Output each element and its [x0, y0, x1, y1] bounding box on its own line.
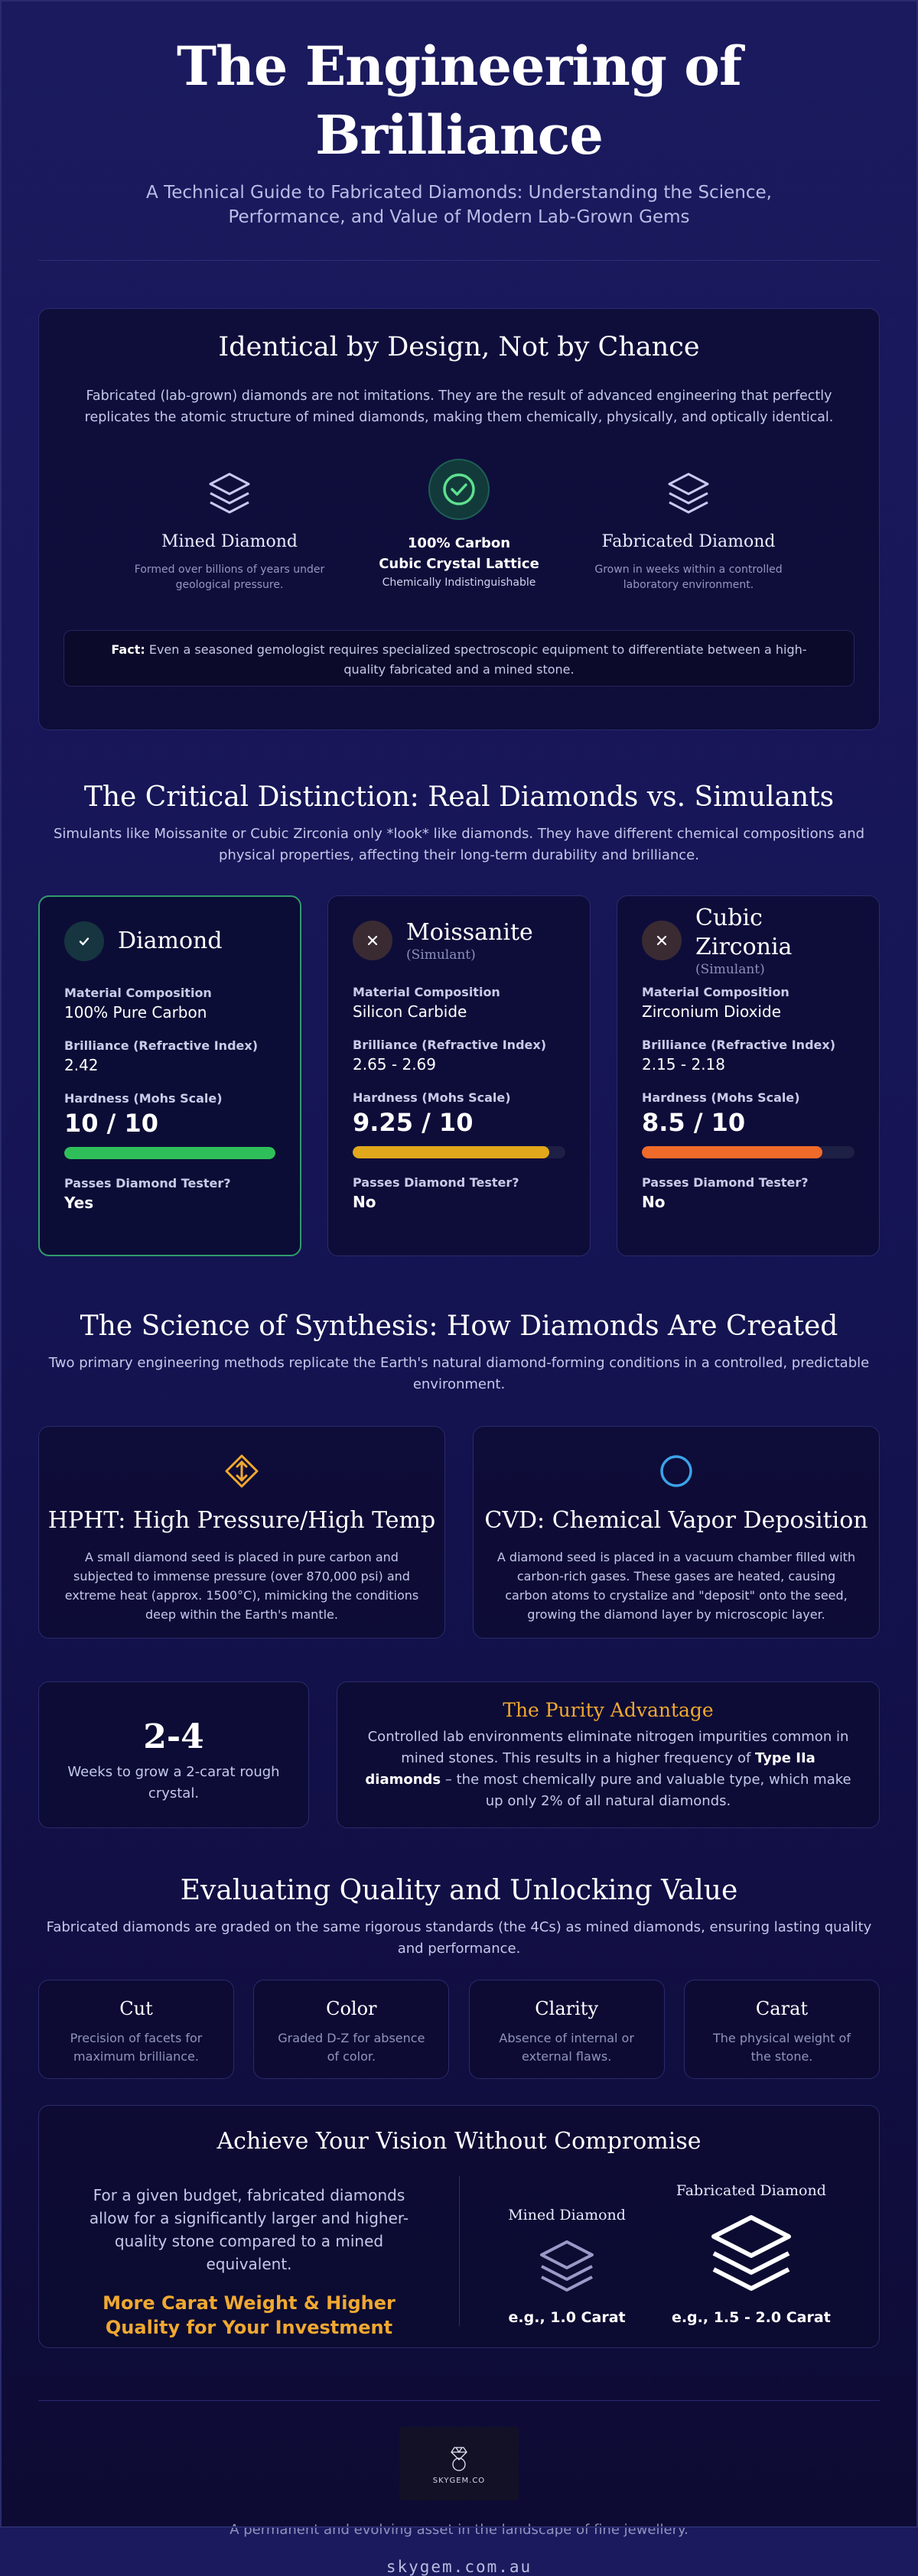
hardness-bar — [353, 1146, 565, 1158]
distinction-heading: The Critical Distinction: Real Diamonds vs. Simulants — [83, 781, 835, 813]
hardness-label: Hardness (Mohs Scale) — [64, 1091, 223, 1106]
lattice-label: Cubic Crystal Lattice — [379, 556, 539, 572]
hardness-value: 8.5 / 10 — [642, 1108, 746, 1137]
mined-column — [115, 459, 344, 596]
card-name: Cubic Zirconia — [695, 905, 793, 960]
purity-text-pre: Controlled lab environments eliminate nitrogen impurities common in mined stones. This results in a higher frequency of — [367, 1729, 849, 1766]
c-desc: Absence of internal or external flaws. — [499, 2031, 634, 2064]
distinction-section — [38, 779, 880, 1256]
growth-caption: Weeks to grow a 2-carat rough crystal. — [67, 1764, 280, 1801]
cubic-zirconia-card — [617, 895, 880, 1256]
fabricated-name: Fabricated Diamond — [601, 532, 776, 551]
cut-card — [38, 1980, 234, 2079]
c-desc: Precision of facets for maximum brilliance. — [70, 2031, 203, 2064]
composition-label: Material Composition — [353, 985, 500, 999]
hpht-text: A small diamond seed is placed in pure carbon and subjected to immense pressure (over 870,000 psi) and extreme heat (approx. 1500°C), mimicking the conditions deep within the Earth's mantle. — [64, 1550, 419, 1622]
large-layers-icon — [703, 2210, 799, 2298]
footer-domain[interactable]: skygem.com.au — [386, 2558, 532, 2576]
vision-heading: Achieve Your Vision Without Compromise — [216, 2128, 702, 2155]
distinction-lead: Simulants like Moissanite or Cubic Zirconia only *look* like diamonds. They have different chemical compositions and physical properties, affecting their long-term durability and brilliance. — [53, 826, 865, 863]
pressure-icon — [223, 1453, 260, 1489]
composition-value: 100% Pure Carbon — [64, 1003, 207, 1022]
comparison-trio — [39, 459, 879, 596]
indistinguishable-label: Chemically Indistinguishable — [382, 577, 536, 589]
brilliance-value: 2.15 - 2.18 — [642, 1055, 725, 1074]
hardness-label: Hardness (Mohs Scale) — [353, 1090, 511, 1105]
hardness-bar — [642, 1146, 855, 1158]
diamond-ring-icon — [444, 2443, 474, 2474]
vision-card — [38, 2105, 880, 2348]
color-card — [253, 1980, 449, 2079]
card-tag: (Simulant) — [406, 947, 476, 963]
identical-heading: Identical by Design, Not by Chance — [218, 332, 700, 362]
card-tag: (Simulant) — [695, 962, 765, 977]
fabricated-size-column — [672, 2182, 831, 2326]
purity-text-post: – the most chemically pure and valuable type, which make up only 2% of all natural diamonds. — [441, 1772, 851, 1809]
synthesis-heading: The Science of Synthesis: How Diamonds Are Created — [80, 1311, 838, 1342]
small-layers-icon — [532, 2234, 601, 2298]
c-name: Carat — [755, 1998, 809, 2019]
hardness-label: Hardness (Mohs Scale) — [642, 1090, 800, 1105]
moissanite-card — [327, 895, 591, 1256]
cvd-card — [473, 1426, 880, 1639]
quality-section — [38, 1873, 880, 2348]
purity-card — [337, 1681, 880, 1828]
hardness-value: 10 / 10 — [64, 1109, 159, 1138]
check-icon — [64, 921, 104, 961]
four-cs — [38, 1980, 880, 2079]
c-name: Cut — [119, 1998, 153, 2019]
check-circle-icon — [428, 459, 490, 520]
synthesis-lead: Two primary engineering methods replicate the Earth's natural diamond-forming conditions in a controlled, predictable environment. — [48, 1355, 870, 1392]
tester-label: Passes Diamond Tester? — [353, 1175, 519, 1190]
mined-desc: Formed over billions of years under geological pressure. — [134, 564, 325, 591]
tester-value: Yes — [64, 1194, 94, 1212]
hero — [38, 0, 880, 229]
composition-value: Silicon Carbide — [353, 1002, 467, 1021]
page-subtitle: A Technical Guide to Fabricated Diamonds: Understanding the Science, Performance, and Value of Modern Lab-Grown Gems — [146, 183, 772, 227]
fabricated-column — [574, 459, 803, 596]
card-name: Moissanite — [406, 919, 533, 946]
card-name: Diamond — [118, 927, 223, 954]
brilliance-value: 2.42 — [64, 1056, 99, 1074]
vision-text: For a given budget, fabricated diamonds allow for a significantly larger and higher-quality stone compared to a mined equivalent. — [89, 2186, 409, 2273]
hardness-bar-fill — [642, 1146, 822, 1158]
composition-label: Material Composition — [642, 985, 789, 999]
mined-size-example: e.g., 1.0 Carat — [508, 2309, 626, 2326]
fact-text: Even a seasoned gemologist requires specialized spectroscopic equipment to differentiate between a high-quality fabricated and a mined stone. — [145, 642, 807, 677]
cvd-text: A diamond seed is placed in a vacuum chamber filled with carbon-rich gases. These gases are heated, causing carbon atoms to crystalize and "deposit" onto the seed, growing the diamond layer by microscopic layer. — [496, 1550, 856, 1622]
carat-card — [684, 1980, 880, 2079]
logo-text: SKYGEM.CO — [432, 2476, 486, 2485]
purity-title: The Purity Advantage — [503, 1699, 714, 1721]
center-column — [344, 459, 574, 596]
brilliance-label: Brilliance (Refractive Index) — [642, 1038, 835, 1052]
layers-icon — [663, 468, 714, 518]
hpht-title: HPHT: High Pressure/High Temp — [47, 1507, 436, 1534]
hardness-bar — [64, 1147, 275, 1159]
mined-name: Mined Diamond — [161, 532, 298, 551]
brand-logo[interactable] — [399, 2427, 519, 2500]
identical-lead: Fabricated (lab-grown) diamonds are not imitations. They are the result of advanced engineering that perfectly replicates the atomic structure of mined diamonds, making them chemically, physically, and optically identical. — [84, 388, 834, 425]
identical-section — [38, 308, 880, 730]
brilliance-label: Brilliance (Refractive Index) — [353, 1038, 546, 1052]
layers-icon — [204, 468, 255, 518]
fabricated-size-example: e.g., 1.5 - 2.0 Carat — [671, 2309, 831, 2326]
purity-text-bold: Type IIa diamonds — [365, 1750, 815, 1788]
tester-label: Passes Diamond Tester? — [64, 1176, 231, 1191]
hardness-bar-fill — [353, 1146, 549, 1158]
cvd-title: CVD: Chemical Vapor Deposition — [484, 1507, 868, 1534]
tester-value: No — [642, 1193, 666, 1211]
fact-label: Fact: — [111, 642, 145, 657]
diamond-card — [38, 895, 301, 1256]
composition-label: Material Composition — [64, 986, 212, 1000]
composition-value: Zirconium Dioxide — [642, 1002, 781, 1021]
purity-text — [363, 1727, 853, 1812]
c-desc: The physical weight of the stone. — [712, 2031, 851, 2064]
tester-label: Passes Diamond Tester? — [642, 1175, 809, 1190]
tester-value: No — [353, 1193, 376, 1211]
clarity-card — [469, 1980, 665, 2079]
carbon-label: 100% Carbon — [407, 535, 511, 551]
fact-box — [63, 630, 855, 687]
synthesis-section — [38, 1308, 880, 1828]
c-name: Color — [326, 1998, 377, 2019]
x-icon — [642, 921, 682, 960]
quality-lead: Fabricated diamonds are graded on the same rigorous standards (the 4Cs) as mined diamonds, ensuring lasting quality and performance. — [46, 1919, 872, 1957]
divider — [38, 2400, 880, 2401]
footer — [38, 2427, 880, 2576]
fabricated-desc: Grown in weeks within a controlled laboratory environment. — [594, 564, 783, 591]
mined-size-label: Mined Diamond — [508, 2207, 626, 2224]
growth-stat-card — [38, 1681, 309, 1828]
c-name: Clarity — [535, 1998, 598, 2019]
growth-number: 2-4 — [143, 1717, 204, 1756]
c-desc: Graded D-Z for absence of color. — [278, 2031, 425, 2064]
brilliance-label: Brilliance (Refractive Index) — [64, 1038, 258, 1053]
x-icon — [353, 921, 392, 960]
hardness-bar-fill — [64, 1147, 275, 1159]
brilliance-value: 2.65 - 2.69 — [353, 1055, 436, 1074]
quality-heading: Evaluating Quality and Unlocking Value — [180, 1875, 738, 1906]
mined-size-column — [508, 2207, 626, 2326]
fabricated-size-label: Fabricated Diamond — [675, 2182, 826, 2199]
vision-highlight: More Carat Weight & Higher Quality for Your Investment — [103, 2292, 396, 2338]
hpht-card — [38, 1426, 445, 1639]
divider — [38, 260, 880, 261]
page-title: The Engineering of Brilliance — [176, 34, 742, 167]
comparison-cards — [38, 895, 880, 1256]
hardness-value: 9.25 / 10 — [353, 1108, 474, 1137]
footer-tagline: A permanent and evolving asset in the landscape of fine jewellery. — [230, 2522, 688, 2538]
circle-icon — [658, 1453, 695, 1489]
